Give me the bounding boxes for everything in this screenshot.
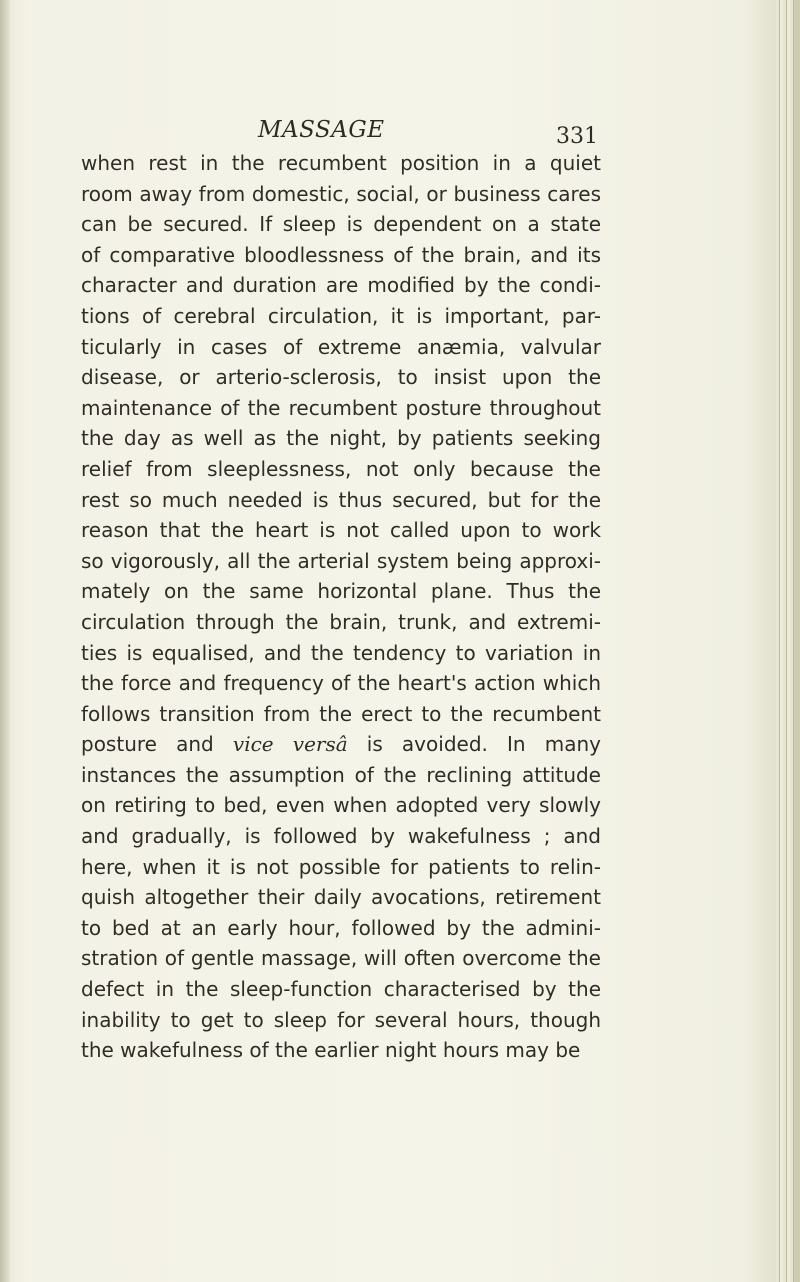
text-line: relief from sleeplessness, not only because the (81, 456, 601, 481)
text-line: ties is equalised, and the tendency to variation in (81, 640, 601, 665)
text-line-with-italic (81, 729, 601, 760)
body-text (81, 148, 601, 1066)
text-line: maintenance of the recumbent posture throughout (81, 395, 601, 420)
text-line: the force and frequency of the heart's action which (81, 671, 601, 696)
page-number: 331 (556, 124, 598, 149)
text-line: stration of gentle massage, will often overcome the (81, 946, 601, 971)
text-line: here, when it is not possible for patients to relin- (81, 854, 601, 879)
text-line: instances the assumption of the reclining attitude (81, 762, 601, 787)
text-line: follows transition from the erect to the recumbent (81, 701, 601, 726)
text-line: mately on the same horizontal plane. Thus the (81, 579, 601, 604)
text-line: the day as well as the night, by patients seeking (81, 426, 601, 451)
text-line: circulation through the brain, trunk, and extremi- (81, 609, 601, 634)
italic-phrase: vice versâ (232, 732, 348, 757)
text-line: character and duration are modified by the condi- (81, 273, 601, 298)
text-line: quish altogether their daily avocations, retirement (81, 885, 601, 910)
line-text-after: is avoided. In many (347, 732, 601, 757)
page-header (0, 112, 800, 152)
text-line: so vigorously, all the arterial system being approxi- (81, 548, 601, 573)
line-text-before: posture and (81, 732, 233, 757)
page-edge-stack (776, 0, 800, 1282)
page-gutter-shadow (0, 0, 10, 1282)
text-line: tions of cerebral circulation, it is important, par- (81, 303, 601, 328)
text-line: defect in the sleep-function characterised by the (81, 977, 601, 1002)
text-line: and gradually, is followed by wakefulness ; and (81, 824, 601, 849)
text-line: inability to get to sleep for several hours, though (81, 1007, 601, 1032)
text-line: reason that the heart is not called upon to work (81, 518, 601, 543)
text-line: when rest in the recumbent position in a quiet (81, 151, 601, 175)
text-line: rest so much needed is thus secured, but for the (81, 487, 601, 512)
text-line: can be secured. If sleep is dependent on a state (81, 212, 601, 237)
text-line: disease, or arterio-sclerosis, to insist upon the (81, 365, 601, 390)
text-line: to bed at an early hour, followed by the admini- (81, 915, 601, 940)
text-line: of comparative bloodlessness of the brain, and its (81, 242, 601, 267)
text-line: the wakefulness of the earlier night hours may be (81, 1038, 581, 1063)
text-line: room away from domestic, social, or business cares (81, 181, 601, 206)
text-line: ticularly in cases of extreme anæmia, valvular (81, 334, 601, 359)
running-title: MASSAGE (258, 117, 385, 143)
text-line: on retiring to bed, even when adopted very slowly (81, 793, 601, 818)
